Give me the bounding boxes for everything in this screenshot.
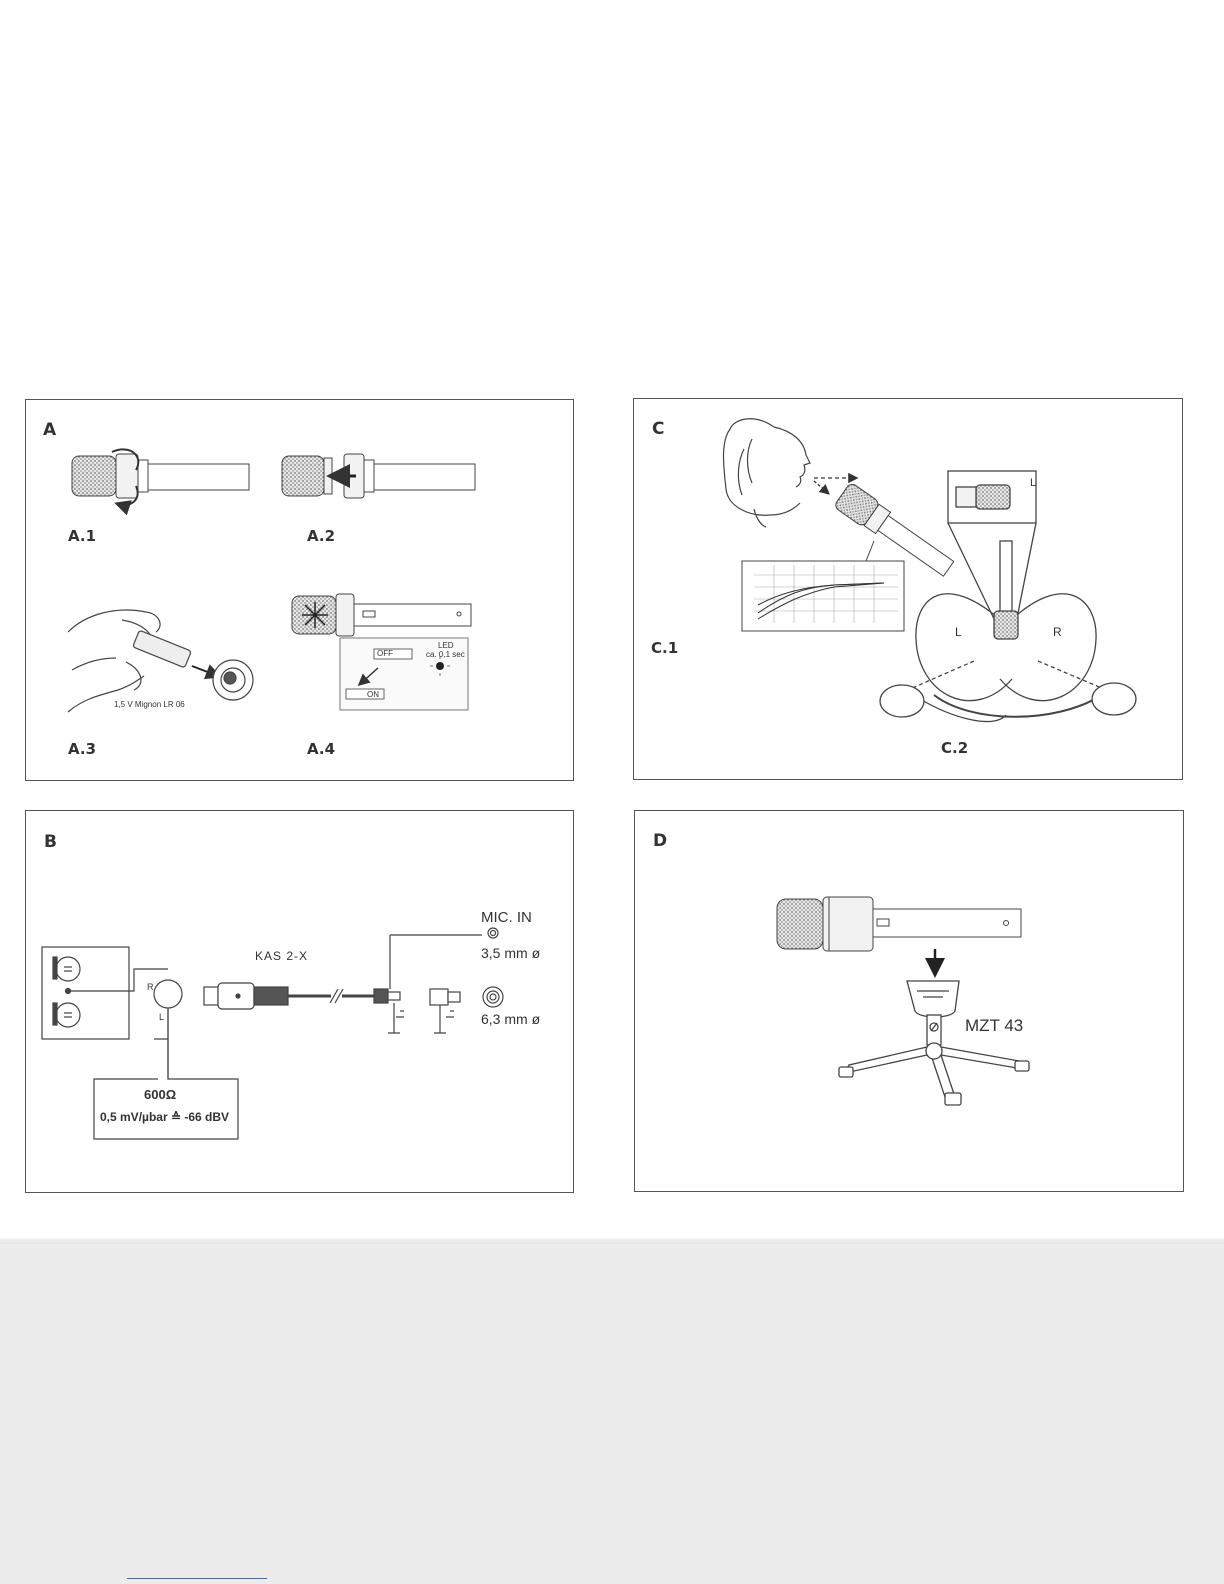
right-lobe-label: R [1053, 625, 1062, 639]
switch-on-label: ON [367, 690, 379, 699]
panel-b-label: B [44, 832, 57, 852]
panel-c-illustrations [634, 399, 1184, 781]
step-label-a2: A.2 [307, 527, 336, 545]
step-label-a4: A.4 [307, 740, 336, 758]
mic-illustration-a2 [282, 454, 475, 498]
battery-illustration-a3 [68, 610, 253, 712]
panel-a [25, 399, 574, 781]
panel-c-label: C [652, 419, 665, 439]
step-label-a1: A.1 [68, 527, 97, 545]
battery-type-label: 1,5 V Mignon LR 06 [114, 700, 185, 709]
panel-d-label: D [653, 831, 668, 851]
step-label-c2: C.2 [941, 739, 969, 757]
underline-link[interactable] [127, 1578, 267, 1579]
inset-l-label: L [1030, 477, 1037, 489]
led-label: LED [438, 641, 454, 650]
mzt43-stand-illustration [839, 981, 1029, 1105]
impedance-value: 600Ω [144, 1087, 177, 1102]
sensitivity-value: 0,5 mV/µbar ≙ -66 dBV [100, 1110, 230, 1124]
jack-6-3mm-label: 6,3 mm ø [481, 1011, 541, 1027]
stand-model-label: MZT 43 [965, 1016, 1024, 1035]
panel-b [25, 810, 574, 1193]
step-label-a3: A.3 [68, 740, 97, 758]
panel-a-illustrations [26, 400, 575, 782]
switch-off-label: OFF [377, 649, 393, 658]
cable-model-label: KAS 2-X [255, 949, 309, 963]
mic-in-label: MIC. IN [481, 909, 532, 926]
stereo-pickup-pattern [880, 471, 1136, 722]
pin-r-label: R [147, 982, 154, 992]
pin-l-label: L [159, 1012, 165, 1022]
mic-illustration-a1 [72, 449, 249, 505]
panel-d-illustration [635, 811, 1185, 1193]
panel-d [634, 810, 1184, 1192]
frequency-response-graph [742, 541, 904, 631]
panel-b-wiring [26, 811, 575, 1194]
kas-cable-illustration [204, 928, 503, 1033]
step-label-c1: C.1 [651, 639, 679, 657]
led-time-label: ca. 0,1 sec [426, 650, 465, 659]
left-lobe-label: L [955, 625, 962, 639]
singer-illustration [724, 419, 811, 527]
panel-a-label: A [43, 420, 57, 440]
panel-c [633, 398, 1183, 780]
jack-3-5mm-label: 3,5 mm ø [481, 945, 541, 961]
lower-page-area [0, 1244, 1224, 1584]
mic-illustration-d [777, 897, 1021, 951]
